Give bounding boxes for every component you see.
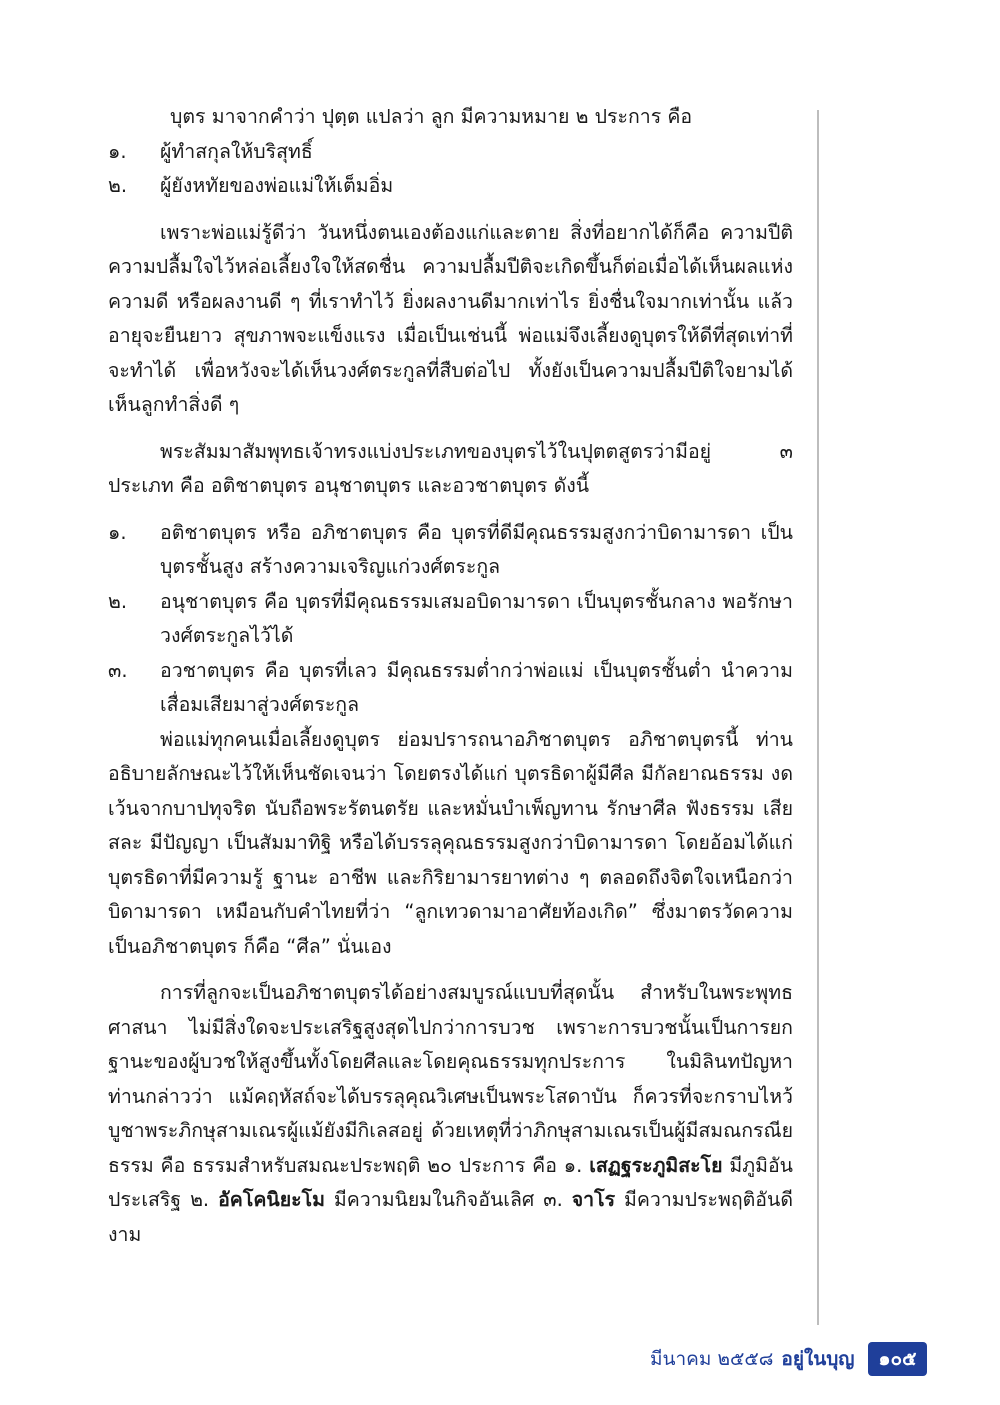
paragraph-1: เพราะพ่อแม่รู้ดีว่า วันหนึ่งตนเองต้องแก่และตาย สิ่งที่อยากได้ก็คือ ความปีติ ความปลื้มใจไว้หล่อเลี้ยงใจให้สดชื่น ความปลื้มปีติจะเกิดขึ้นก็ต่อเมื่อได้เห็นผลแห่งความดี หรือผลงานดี ๆ ที่เราทำไว้ ยิ่งผลงานดีมากเท่าไร ยิ่งชื่นใจมากเท่านั้น แล้วอายุจะยืนยาว สุขภาพจะแข็งแรง เมื่อเป็นเช่นนี้ พ่อแม่จึงเลี้ยงดูบุตรให้ดีที่สุดเท่าที่จะทำได้ เพื่อหวังจะได้เห็นวงศ์ตระกูลที่สืบต่อไป ทั้งยังเป็นความปลื้มปีติใจยามได้เห็นลูกทำสิ่งดี ๆ [108,220,793,416]
intro-line: บุตร มาจากคำว่า ปุตฺต แปลว่า ลูก มีความหมาย ๒ ประการ คือ [170,105,693,128]
paragraph-3: พ่อแม่ทุกคนเมื่อเลี้ยงดูบุตร ย่อมปรารถนาอภิชาตบุตร อภิชาตบุตรนี้ ท่านอธิบายลักษณะไว้ให้เห็นชัดเจนว่า โดยตรงได้แก่ บุตรธิดาผู้มีศีล มีกัลยาณธรรม งดเว้นจากบาปทุจริต นับถือพระรัตนตรัย และหมั่นบำเพ็ญทาน รักษาศีล ฟังธรรม เสียสละ มีปัญญา เป็นสัมมาทิฐิ หรือได้บรรลุคุณธรรมสูงกว่าบิดามารดา โดยอ้อมได้แก่ บุตรธิดาที่มีความรู้ ฐานะ อาชีพ และกิริยามารยาทต่าง ๆ ตลอดถึงจิตใจเหนือกว่าบิดามารดา เหมือนกับคำไทยที่ว่า “ลูกเทวดามาอาศัยท้องเกิด” ซึ่งมาตรวัดความเป็นอภิชาตบุตร ก็คือ “ศีล” นั่นเอง [108,727,793,958]
type-item [108,654,793,723]
list-number: ๑. [563,1153,583,1177]
type-number: ๓. [108,658,128,682]
term-description: มีความนิยมในกิจอันเลิศ [333,1188,535,1211]
meaning-text: ผู้ทำสกุลให้บริสุทธิ์ [160,139,313,163]
type-number: ๑. [108,520,127,544]
paragraph-4 [108,976,793,1252]
type-item [108,585,793,654]
meaning-item [108,135,793,170]
meaning-number: ๑. [108,139,127,163]
magazine-title: อยู่ในบุญ [781,1348,855,1370]
pali-term: เสฏฐระภูมิสะโย [589,1153,723,1177]
paragraph-4-main: การที่ลูกจะเป็นอภิชาตบุตรได้อย่างสมบูรณ์แบบที่สุดนั้น สำหรับในพระพุทธศาสนา ไม่มีสิ่งใดจะประเสริฐสูงสุดไปกว่าการบวช เพราะการบวชนั้นเป็นการยกฐานะของผู้บวชให้สูงขึ้นทั้งโดยศีลและโดยคุณธรรมทุกประการ ในมิลินทปัญหาท่านกล่าวว่า แม้คฤหัสถ์จะได้บรรลุคุณวิเศษเป็นพระโสดาบัน ก็ควรที่จะกราบไหว้บูชาพระภิกษุสามเณรผู้แม้ยังมีกิเลสอยู่ ด้วยเหตุที่ว่าภิกษุสามเณรเป็นผู้มีสมณกรณียธรรม คือ ธรรมสำหรับสมณะประพฤติ ๒๐ ประการ คือ [108,981,793,1177]
type-text: อนุชาตบุตร คือ บุตรที่มีคุณธรรมเสมอบิดามารดา เป็นบุตรชั้นกลาง พอรักษาวงศ์ตระกูลไว้ได้ [160,589,793,647]
page-footer [650,1343,927,1375]
type-number: ๒. [108,589,128,613]
paragraph-2: พระสัมมาสัมพุทธเจ้าทรงแบ่งประเภทของบุตรไว้ในปุตตสูตรว่ามีอยู่ ๓ ประเภท คือ อติชาตบุตร อนุชาตบุตร และอวชาตบุตร ดังนี้ [108,439,793,497]
article-body [108,100,793,1252]
meaning-item [108,169,793,204]
term-description: มีความประพฤติอันดีงาม [108,1188,794,1246]
term-description: มีภูมิอันประเสริฐ [108,1153,794,1211]
page-number: ๑๐๕ [868,1342,926,1376]
pali-term: อัคโคนิยะโม [218,1188,325,1211]
meaning-text: ผู้ยังหทัยของพ่อแม่ให้เต็มอิ่ม [160,174,394,197]
issue-date: มีนาคม ๒๕๕๘ [650,1348,774,1370]
meaning-number: ๒. [108,174,128,197]
type-item [108,516,793,585]
margin-rule [817,110,819,1325]
list-number: ๒. [190,1188,210,1211]
type-text: อติชาตบุตร หรือ อภิชาตบุตร คือ บุตรที่ดีมีคุณธรรมสูงกว่าบิดามารดา เป็นบุตรชั้นสูง สร้างความเจริญแก่วงศ์ตระกูล [160,520,793,578]
list-number: ๓. [543,1188,563,1211]
type-text: อวชาตบุตร คือ บุตรที่เลว มีคุณธรรมต่ำกว่าพ่อแม่ เป็นบุตรชั้นต่ำ นำความเสื่อมเสียมาสู่วงศ์ตระกูล [160,658,793,716]
pali-term: จาโร [571,1188,616,1211]
